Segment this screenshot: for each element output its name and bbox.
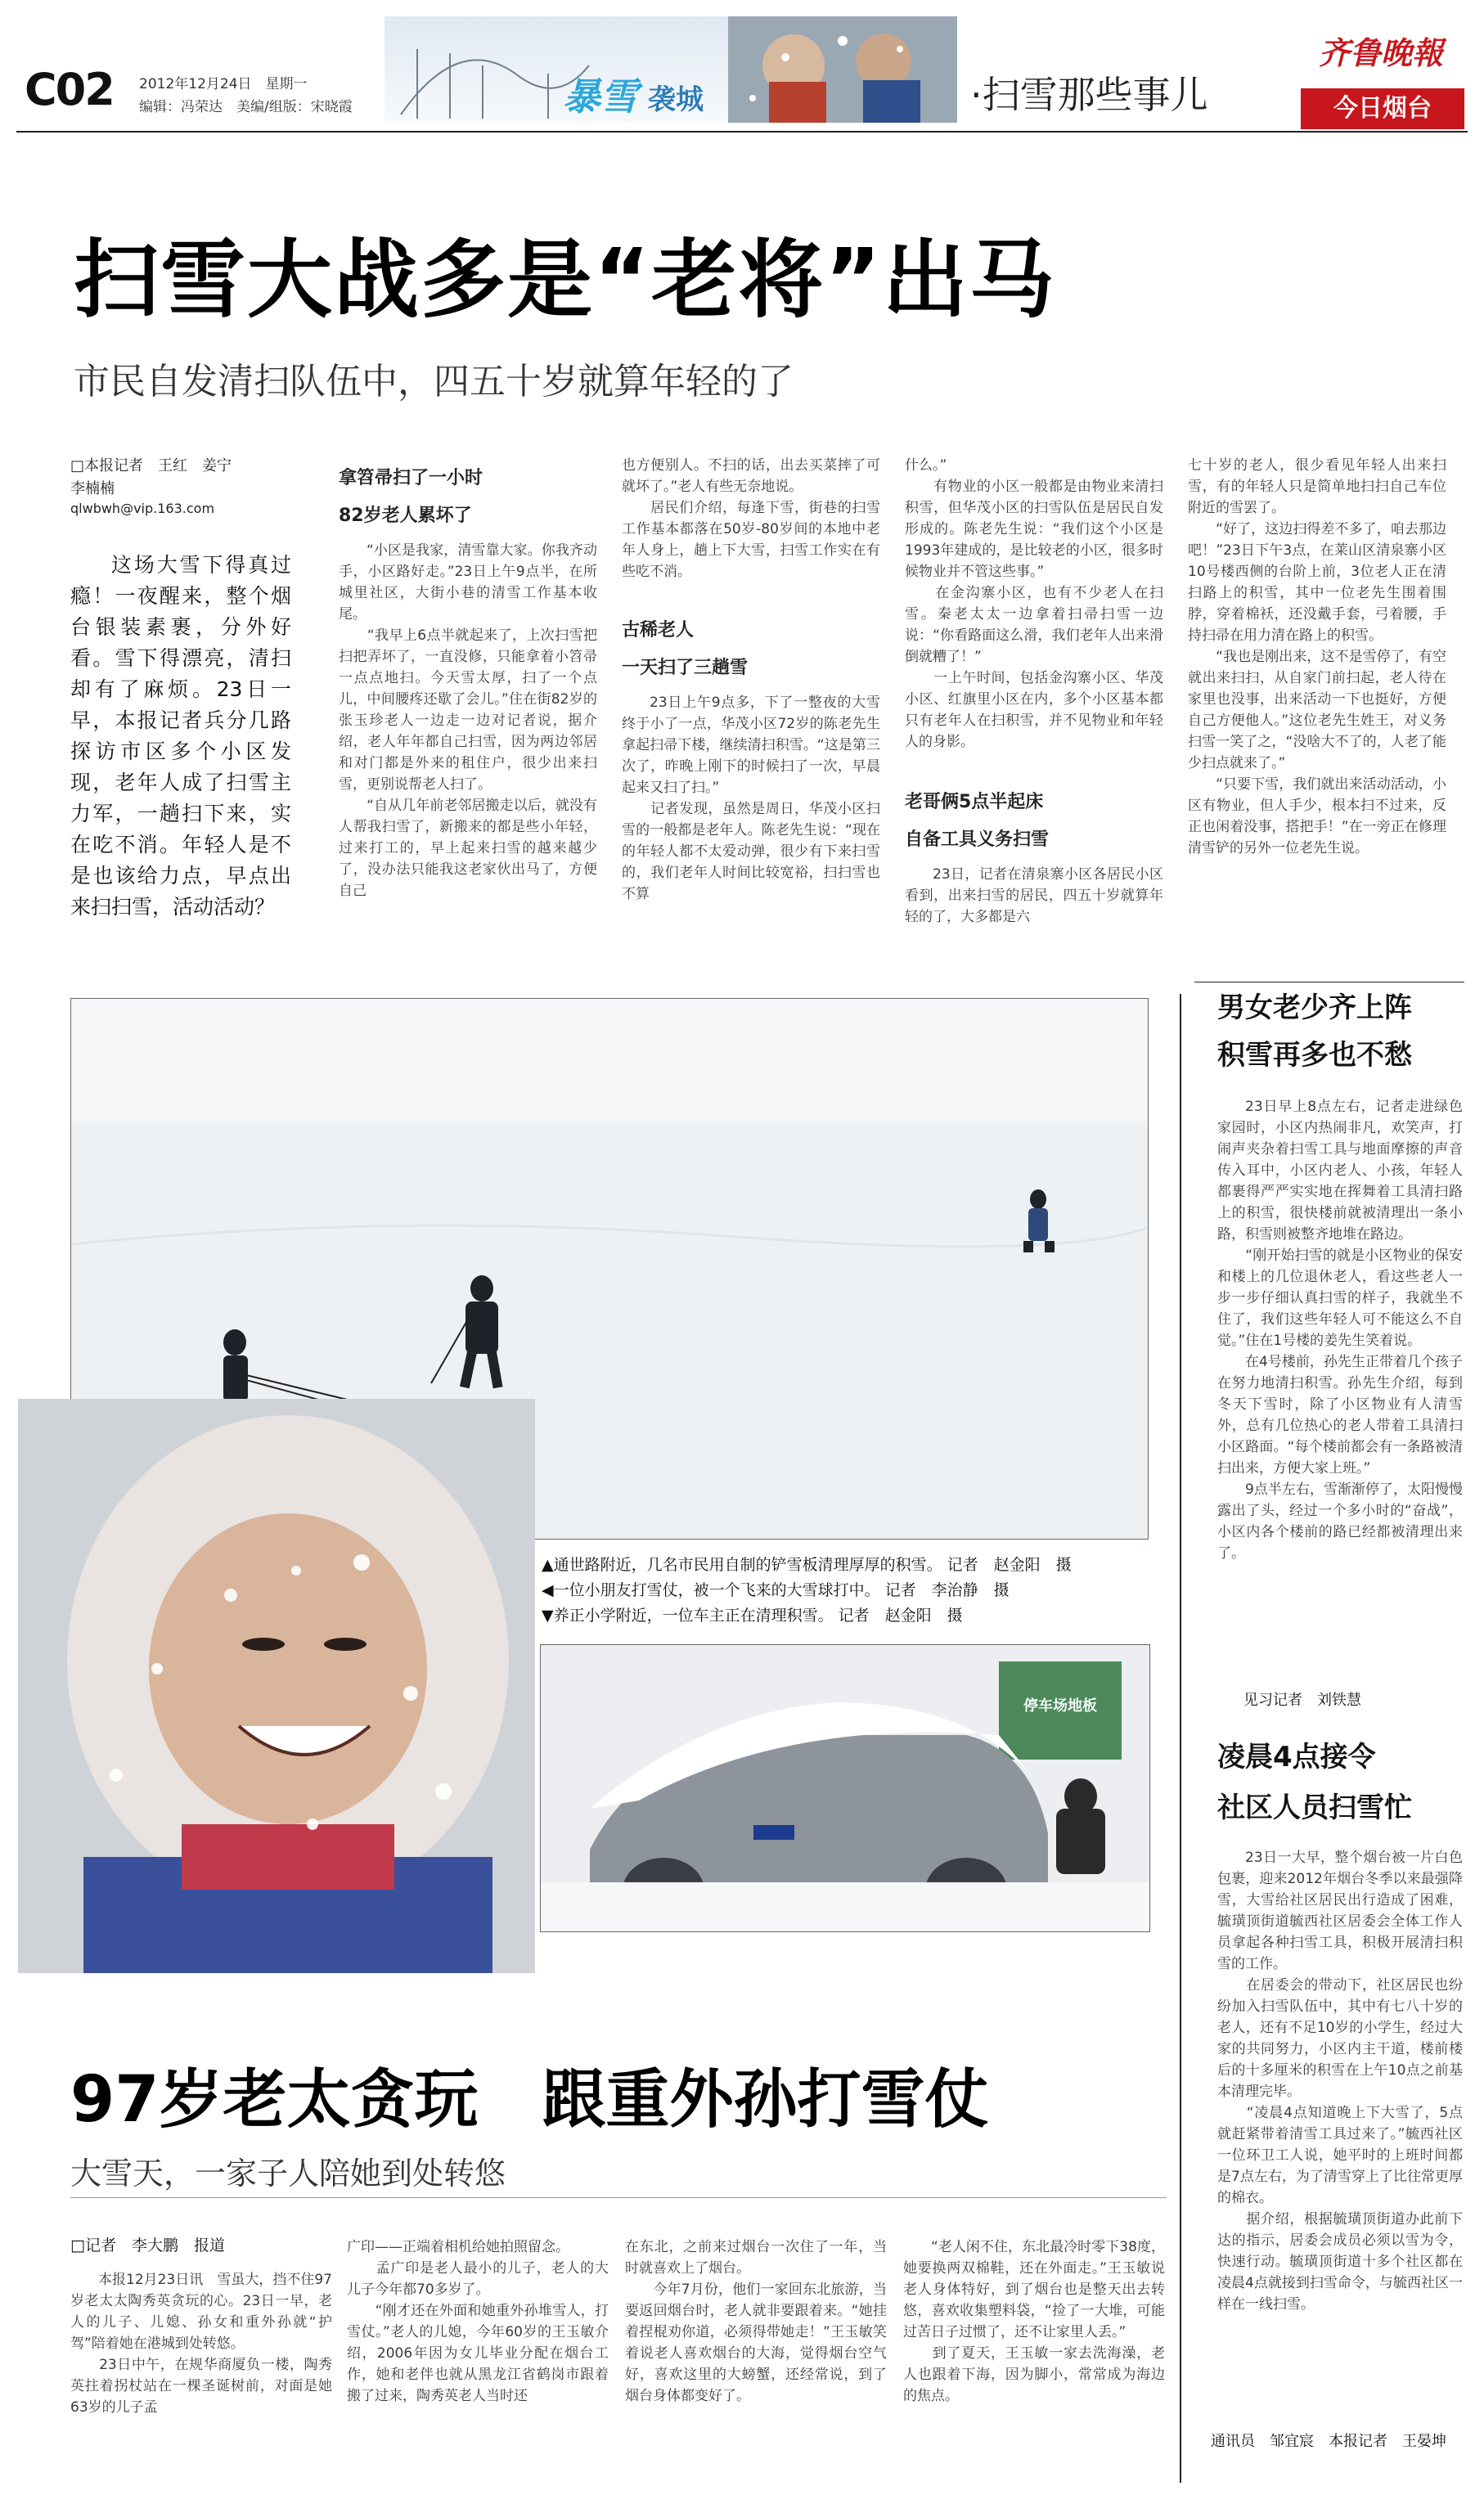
brand-logo: 齐鲁晚報	[1319, 34, 1444, 71]
story1-col4a: 什么。” 有物业的小区一般都是由物业来清扫积雪，但华茂小区的扫雪队伍是居民自发形成的。陈老先生说：“我们这个小区是1993年建成的，是比较老的小区，很多时候物业并不管这些事。” 在金沟寨小区，也有不少老人在扫雪。秦老太太一边拿着扫帚扫雪一边说：“你看路面这么滑，我们老年人出来滑倒就糟了！” 一上午时间，包括金沟寨小区、华茂小区、红旗里小区在内，多个小区基本都只有老年人在扫积雪，并不见物业和年轻人的身影。	[905, 457, 1163, 750]
side-text2: 23日一大早，整个烟台被一片白色包裹，迎来2012年烟台冬季以来最强降雪，大雪给社区居民出行造成了困难，毓璜顶街道毓西社区居委会全体工作人员拿起各种扫雪工具，积极开展清扫积雪的工作。 在居委会的带动下，社区居民也纷纷加入扫雪队伍中，其中有七八十岁的老人，还有不足10岁的小学生，经过大家的共同努力，小区内主干道，楼前楼后的十多厘米的积雪在上午10点之前基本清理完毕。 “凌晨4点知道晚上下大雪了，5点就赶紧带着清雪工具过来了。”毓西社区一位环卫工人说，她平时的上班时间都是7点左右，为了清雪穿上了比往常更厚的棉衣。 据介绍，根据毓璜顶街道办此前下达的指示，居委会成员必须以雪为令，快速行动。毓璜顶街道十多个社区都在凌晨4点就接到扫雪命令，与毓西社区一样在一线扫雪。	[1217, 1850, 1463, 2313]
story2-byline: □记者 李大鹏 报道	[70, 2237, 225, 2254]
story1-col5: 七十岁的老人，很少看见年轻人出来扫雪，有的年轻人只是简单地扫扫自己车位附近的雪罢了。 “好了，这边扫得差不多了，咱去那边吧！”23日下午3点，在莱山区清泉寨小区10号楼西侧的台阶上前，3位老人正在清扫路上的积雪，其中一位老先生围着围脖，穿着棉袄，还没戴手套，弓着腰，手持扫帚在用力清在路上的积雪。 “我也是刚出来，这不是雪停了，有空就出来扫扫，从自家门前扫起，老人待在家里也没事，出来活动一下也挺好，方便自己方便他人。”这位老先生姓王，对义务扫雪一笑了之，“没啥大不了的，人老了能少扫点就来了。” “只要下雪，我们就出来活动活动，小区有物业，但人手少，根本扫不过来，反正也闲着没事，搭把手！”在一旁正在修理清雪铲的另外一位老先生说。	[1188, 457, 1446, 856]
side-text1: 23日早上8点左右，记者走进绿色家园时，小区内热闹非凡，欢笑声，打闹声夹杂着扫雪工具与地面摩擦的声音传入耳中，小区内老人、小孩，年轻人都裹得严严实实地在挥舞着工具清扫路上的积雪，很快楼前就被清理出一条小路，积雪则被整齐地堆在路边。 “刚开始扫雪的就是小区物业的保安和楼上的几位退休老人，看这些老人一步一步仔细认真扫雪的样子，我就坐不住了，我们这些年轻人可不能这么不自觉。”住在1号楼的姜先生笑着说。 在4号楼前，孙先生正带着几个孩子在努力地清扫积雪。孙先生介绍，每到冬天下雪时，除了小区物业有人清雪外，总有几位热心的老人带着工具清扫小区路面。“每个楼前都会有一条路被清扫出来，方便大家上班。” 9点半左右，雪渐渐停了，太阳慢慢露出了头，经过一个多小时的“奋战”，小区内各个楼前的路已经都被清理出来了。	[1217, 1099, 1463, 1562]
side-by2: 通讯员 邹宜宸 本报记者 王晏坤	[1211, 2433, 1446, 2450]
story1-lead: 这场大雪下得真过瘾！一夜醒来，整个烟台银装素裹，分外好看。雪下得漂亮，清扫却有了麻烦。23日一早，本报记者兵分几路探访市区多个小区发现，老年人成了扫雪主力军，一趟扫下来，实在吃不消。年轻人是不是也该给力点，早点出来扫扫雪，活动活动？	[70, 553, 291, 919]
story1-col2: “小区是我家，清雪靠大家。你我齐动手，小区路好走。”23日上午9点半，在所城里社区，大街小巷的清雪工作基本收尾。 “我早上6点半就起来了，上次扫雪把扫把弄坏了，一直没修，只能拿着小笤帚一点点地扫。今天雪太厚，扫了一个点儿，中间腰疼还歇了会儿。”住在街82岁的张玉珍老人一边走一边对记者说，据介绍，老人年年都自己扫雪，因为两边邻居和对门都是外来的租住户，很少出来扫雪，更别说帮老人扫了。 “自从几年前老邻居搬走以后，就没有人帮我扫雪了，新搬来的都是些小年轻，过来打工的，早上起来扫雪的越来越少了，没办法只能我这老家伙出马了，方便自己	[339, 542, 597, 899]
header-rule	[16, 131, 1468, 133]
banner-collage	[384, 16, 957, 123]
story2-col4: “老人闲不住，东北最冷时零下38度，她要换两双棉鞋，还在外面走。”王玉敏说老人身体特好，到了烟台也是整天出去转悠，喜欢收集塑料袋，“捡了一大堆，可能过苦日子过惯了，还不让家里人丢。” 到了夏天，王玉敏一家去洗海澡，老人也跟着下海，因为脚小，常常成为海边的焦点。	[903, 2239, 1165, 2404]
side-h1-line2: 积雪再多也不愁	[1217, 1039, 1412, 1072]
story1-sub2-line1: 古稀老人	[622, 620, 695, 641]
car-snow-art	[541, 1645, 1149, 1931]
story2-col3: 在东北，之前来过烟台一次住了一年，当时就喜欢上了烟台。 今年7月份，他们一家回东北旅游，当要返回烟台时，老人就非要跟着来。“她挂着捏棍劝你道，必须得带她走！”王玉敏笑着说老人喜欢烟台的大海，觉得烟台空气好，喜欢这里的大螃蟹，还经常说，到了烟台身体都变好了。	[625, 2239, 887, 2404]
story1-byline: □本报记者 王红 姜宁 李楠楠	[70, 457, 232, 497]
side-h2-line1: 凌晨4点接令	[1217, 1741, 1376, 1773]
side-h2-line2: 社区人员扫雪忙	[1217, 1791, 1412, 1824]
section-title: ·扫雪那些事儿	[970, 73, 1208, 117]
photo-car-snow	[540, 1644, 1150, 1932]
page-header	[0, 0, 1484, 131]
photo-caption-2: ◀一位小朋友打雪仗，被一个飞来的大雪球打中。 记者 李治静 摄	[542, 1581, 1010, 1599]
banner-title-b: 袭城	[648, 83, 704, 116]
page-code: C02	[25, 64, 114, 115]
side-by1: 见习记者 刘铁慧	[1243, 1692, 1361, 1709]
story1-sub3-line2: 自备工具义务扫雪	[905, 829, 1050, 850]
story2-rule	[70, 2197, 1167, 2198]
story2-headline: 97岁老太贪玩 跟重外孙打雪仗	[70, 2063, 989, 2137]
issue-date: 2012年12月24日 星期一	[139, 76, 308, 92]
photo-snowball-child	[18, 1399, 535, 1973]
plate-sign: 停车场地板	[1023, 1697, 1097, 1715]
banner-title-a: 暴雪	[563, 74, 638, 119]
story1-sub1-line1: 拿笤帚扫了一小时	[339, 468, 483, 488]
story2-subhead: 大雪天，一家子人陪她到处转悠	[70, 2156, 506, 2192]
story1-col3a: 也方便别人。不扫的话，出去买菜摔了可就坏了。”老人有些无奈地说。 居民们介绍，每逢下雪，街巷的扫雪工作基本都落在50岁-80岁间的本地中老年人身上，趟上下大雪，扫雪工作实在有些吃不消。	[622, 457, 880, 580]
editor-credits: 编辑：冯荣达 美编/组版：宋晓霞	[139, 99, 353, 115]
section-tag: 今日烟台	[1301, 88, 1464, 129]
story1-col3b: 23日上午9点多，下了一整夜的大雪终于小了一点，华茂小区72岁的陈老先生拿起扫帚下楼，继续清扫积雪。“这是第三次了，昨晚上刚下的时候扫了一次，早晨起来又扫了扫。” 记者发现，虽然是周日，华茂小区扫雪的一般都是老年人。陈老先生说：“现在的年轻人都不太爱动弹，很少有下来扫雪的，我们老年人时间比较宽裕，扫扫雪也不算	[622, 695, 880, 902]
snowball-child-art	[18, 1399, 535, 1973]
photo-caption-3: ▼养正小学附近，一位车主正在清理积雪。 记者 赵金阳 摄	[542, 1607, 963, 1625]
story1-sub3-line1: 老哥俩5点半起床	[905, 792, 1044, 812]
story1-sub1-line2: 82岁老人累坏了	[339, 506, 472, 526]
photo-caption-1: ▲通世路附近，几名市民用自制的铲雪板清理厚厚的积雪。 记者 赵金阳 摄	[542, 1556, 1072, 1574]
story1-subhead: 市民自发清扫队伍中，四五十岁就算年轻的了	[74, 361, 794, 402]
story1-col4b: 23日，记者在清泉寨小区各居民小区看到，出来扫雪的居民，四五十岁就算年轻的了，大多都是六	[905, 866, 1163, 925]
story2-col2: 广印——正端着相机给她拍照留念。 孟广印是老人最小的儿子，老人的大儿子今年都70多岁了。 “刚才还在外面和她重外孙堆雪人，打雪仗。”老人的儿媳，今年60岁的王玉敏介绍，2006年因为女儿毕业分配在烟台工作，她和老伴也就从黑龙江省鹤岗市跟着搬了过来，陶秀英老人当时还	[347, 2239, 609, 2404]
story1-email: qlwbwh@vip.163.com	[70, 501, 215, 516]
sidebar-divider	[1180, 994, 1181, 2483]
story1-sub2-line2: 一天扫了三趟雪	[622, 658, 749, 678]
story1-headline: 扫雪大战多是“老将”出马	[74, 230, 1056, 330]
side-h1-line1: 男女老少齐上阵	[1217, 991, 1412, 1024]
story2-col1: 本报12月23日讯 雪虽大，挡不住97岁老太太陶秀英贪玩的心。23日一早，老人的儿子、儿媳、孙女和重外孙就“护驾”陪着她在港城到处转悠。 23日中午，在规华商厦负一楼，陶秀英拄着拐杖站在一棵圣诞树前，对面是她63岁的儿子孟	[70, 2272, 332, 2416]
